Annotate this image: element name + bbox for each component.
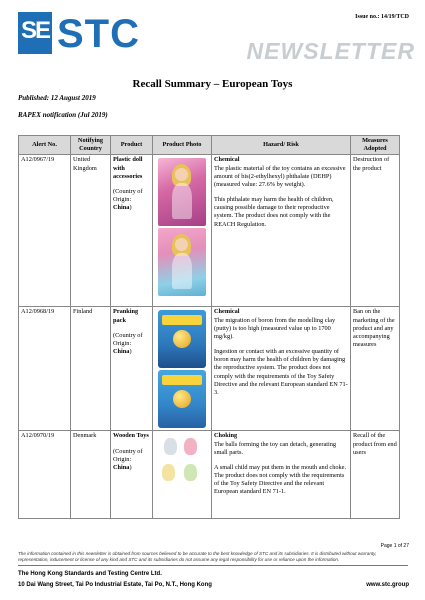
measures-adopted: Recall of the product from end users	[351, 431, 400, 519]
photo-cell	[153, 155, 212, 307]
product-cell	[111, 155, 153, 307]
hazard-description: The plastic material of the toy contains an excessive amount of bis(2-ethylhexyl) phthalate (DEHP) (measured value: 27.6% by weight).	[214, 164, 346, 188]
table-row	[19, 155, 400, 307]
hazard-cell	[212, 307, 351, 431]
product-name: Wooden Toys	[113, 432, 149, 440]
measures-adopted: Ban on the marketing of the product and any accompanying measures	[351, 307, 400, 431]
photo-cell	[153, 431, 212, 519]
hazard-cell	[212, 431, 351, 519]
hazard-consequence: This phthalate may harm the health of children, causing possible damage to their reproductive system. The product does not comply with the REACH Regulation.	[214, 196, 334, 228]
issue-number: Issue no.: 14/19/TCD	[355, 14, 409, 20]
origin-close: )	[129, 204, 132, 212]
origin-country: China	[113, 463, 130, 471]
table-header-row	[19, 136, 400, 155]
table-row	[19, 307, 400, 431]
company-address: 10 Dai Wang Street, Tai Po Industrial Estate, Tai Po, N.T., Hong Kong	[18, 582, 212, 588]
page-title: Recall Summary – European Toys	[132, 78, 293, 90]
product-cell	[111, 307, 153, 431]
product-name: Plastic doll with accessories	[113, 156, 143, 180]
published-date: Published: 12 August 2019	[18, 94, 96, 102]
logo-text: STC	[57, 12, 140, 56]
header-hazard-risk: Hazard/ Risk	[212, 136, 351, 155]
hazard-description: The balls forming the toy can detach, generating small parts.	[214, 440, 337, 456]
disclaimer: The information contained in this newsletter is obtained from sources believed to be accurate to the best knowledge of STC and its subsidiaries. It is distributed without warranty, representation, inducement or license of any kind and STC and its subsidiaries do not assume any legal responsibility for use or reliance upon the information.	[18, 551, 377, 562]
product-name: Pranking pack	[113, 308, 139, 324]
newsletter-label: NEWSLETTER	[246, 38, 415, 64]
hazard-title: Chemical	[214, 156, 240, 164]
header-product-photo: Product Photo	[153, 136, 212, 155]
stc-logo	[18, 12, 150, 54]
recall-table	[18, 135, 400, 519]
wooden-toys-photo-icon	[158, 434, 206, 488]
notifying-country: Finland	[71, 307, 111, 431]
hazard-cell	[212, 155, 351, 307]
product-cell	[111, 431, 153, 519]
table-row	[19, 431, 400, 519]
logo-mark-text: SE	[21, 17, 50, 44]
origin-label: (Country of Origin:	[113, 187, 143, 204]
photo-cell	[153, 307, 212, 431]
pranking-pack-photo-icon	[158, 310, 206, 368]
hazard-consequence: A small child may put them in the mouth and choke. The product does not comply with the requirements of the Toy Safety Directive and the relevant European standard EN 71-1.	[214, 463, 347, 496]
header-measures-adopted: Measures Adopted	[351, 136, 400, 155]
hazard-consequence: Ingestion or contact with an excessive quantity of boron may harm the health of children by damaging the reproductive system. The product does not comply with the requirements of the Toy Safety Directive and the relevant European standard EN 71-3.	[214, 348, 348, 396]
page-number: Page 1 of 27	[380, 543, 409, 549]
header-notifying-country: Notifying Country	[71, 136, 111, 155]
origin-country: China	[113, 348, 130, 356]
doll-photo-icon	[158, 158, 206, 226]
origin-close: )	[129, 463, 132, 471]
header-alert-no: Alert No.	[19, 136, 71, 155]
notifying-country: Denmark	[71, 431, 111, 519]
header-product: Product	[111, 136, 153, 155]
origin-label: (Country of Origin:	[113, 331, 143, 347]
pranking-pack-photo-icon	[158, 370, 206, 428]
origin-country: China	[113, 204, 130, 212]
hazard-description: The migration of boron from the modelling clay (putty) is too high (measured value up to 1700 mg/kg).	[214, 316, 336, 340]
alert-no: A12/0968/19	[19, 307, 71, 431]
website-link[interactable]: www.stc.group	[366, 582, 409, 588]
alert-no: A12/0970/19	[19, 431, 71, 519]
doll-photo-icon	[158, 228, 206, 296]
alert-no: A12/0967/19	[19, 155, 71, 307]
footer-divider	[18, 565, 408, 566]
measures-adopted: Destruction of the product	[351, 155, 400, 307]
origin-close: )	[129, 348, 132, 356]
company-name: The Hong Kong Standards and Testing Centre Ltd.	[18, 571, 162, 577]
rapex-notification: RAPEX notification (Jul 2019)	[18, 111, 108, 119]
hazard-title: Chemical	[214, 308, 240, 316]
hazard-title: Choking	[214, 432, 238, 440]
notifying-country: United Kingdom	[71, 155, 111, 307]
logo-mark	[18, 12, 52, 54]
origin-label: (Country of Origin:	[113, 447, 143, 463]
